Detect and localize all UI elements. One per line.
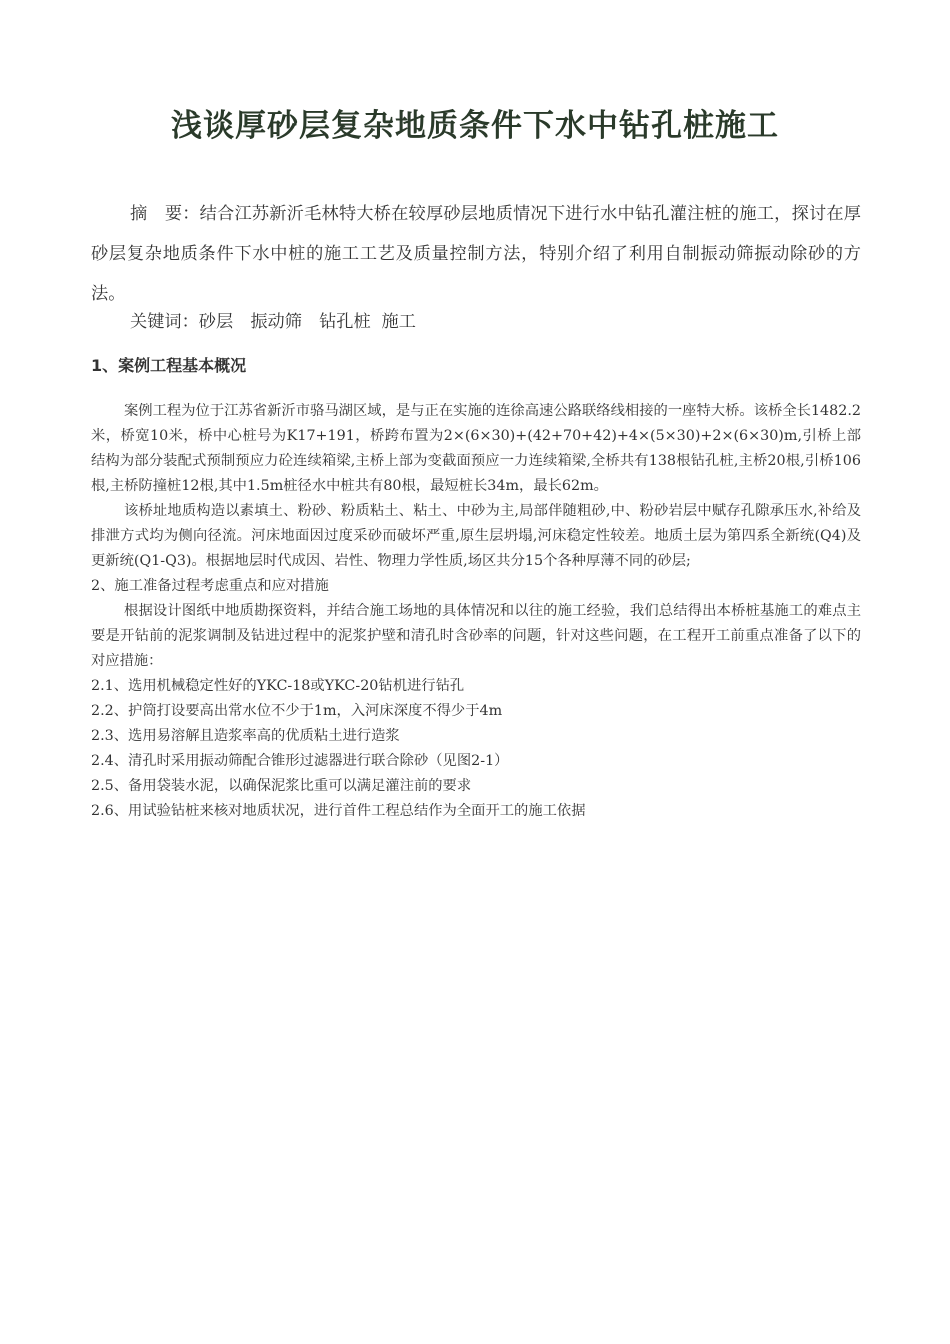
- measure-item-6: 2.6、用试验钻桩来核对地质状况，进行首件工程总结作为全面开工的施工依据: [91, 803, 586, 819]
- body-paragraph-2: 该桥址地质构造以素填土、粉砂、粉质粘土、粘土、中砂为主,局部伴随粗砂,中、粉砂岩层中赋存孔隙承压水,补给及排泄方式均为侧向径流。河床地面因过度采砂而破坏严重,原生层坍塌,河床稳定性较差。地质土层为第四系全新统(Q4)及更新统(Q1-Q3)。根据地层时代成因、岩性、物理力学性质,场区共分15个各种厚薄不同的砂层;: [91, 503, 861, 569]
- abstract-paragraph: 摘 要：结合江苏新沂毛林特大桥在较厚砂层地质情况下进行水中钻孔灌注桩的施工，探讨在厚砂层复杂地质条件下水中桩的施工工艺及质量控制方法，特别介绍了利用自制振动筛振动除砂的方法。: [91, 204, 861, 304]
- document-body: [91, 399, 861, 824]
- body-paragraph-3: 根据设计图纸中地质勘探资料，并结合施工场地的具体情况和以往的施工经验，我们总结得出本桥桩基施工的难点主要是开钻前的泥浆调制及钻进过程中的泥浆护壁和清孔时含砂率的问题，针对这些问题，在工程开工前重点准备了以下的对应措施：: [91, 603, 861, 669]
- document-title: 浅谈厚砂层复杂地质条件下水中钻孔桩施工: [171, 108, 779, 144]
- measure-item-3: 2.3、选用易溶解且造浆率高的优质粘土进行造浆: [91, 728, 400, 744]
- measure-item-4: 2.4、清孔时采用振动筛配合锥形过滤器进行联合除砂（见图2-1）: [91, 753, 509, 769]
- body-paragraph-1: 案例工程为位于江苏省新沂市骆马湖区域，是与正在实施的连徐高速公路联络线相接的一座特大桥。该桥全长1482.2米，桥宽10米，桥中心桩号为K17+191，桥跨布置为2×(6×30)+(42+70+42)+4×(5×30)+2×(6×30)m,引桥上部结构为部分装配式预制预应力砼连续箱梁,主桥上部为变截面预应一力连续箱梁,全桥共有138根钻孔桩,主桥20根,引桥106根,主桥防撞桩12根,其中1.5m桩径水中桩共有80根，最短桩长34m，最长62m。: [91, 403, 861, 494]
- keywords-line: 关键词：砂层 振动筛 钻孔桩 施工: [130, 312, 416, 332]
- measure-item-5: 2.5、备用袋装水泥，以确保泥浆比重可以满足灌注前的要求: [91, 778, 472, 794]
- measure-item-2: 2.2、护筒打设要高出常水位不少于1m，入河床深度不得少于4m: [91, 703, 503, 719]
- measure-item-1: 2.1、选用机械稳定性好的YKC-18或YKC-20钻机进行钻孔: [91, 678, 465, 694]
- section-2-heading: 2、施工准备过程考虑重点和应对措施: [91, 578, 329, 594]
- section-1-heading: 1、案例工程基本概况: [91, 356, 247, 375]
